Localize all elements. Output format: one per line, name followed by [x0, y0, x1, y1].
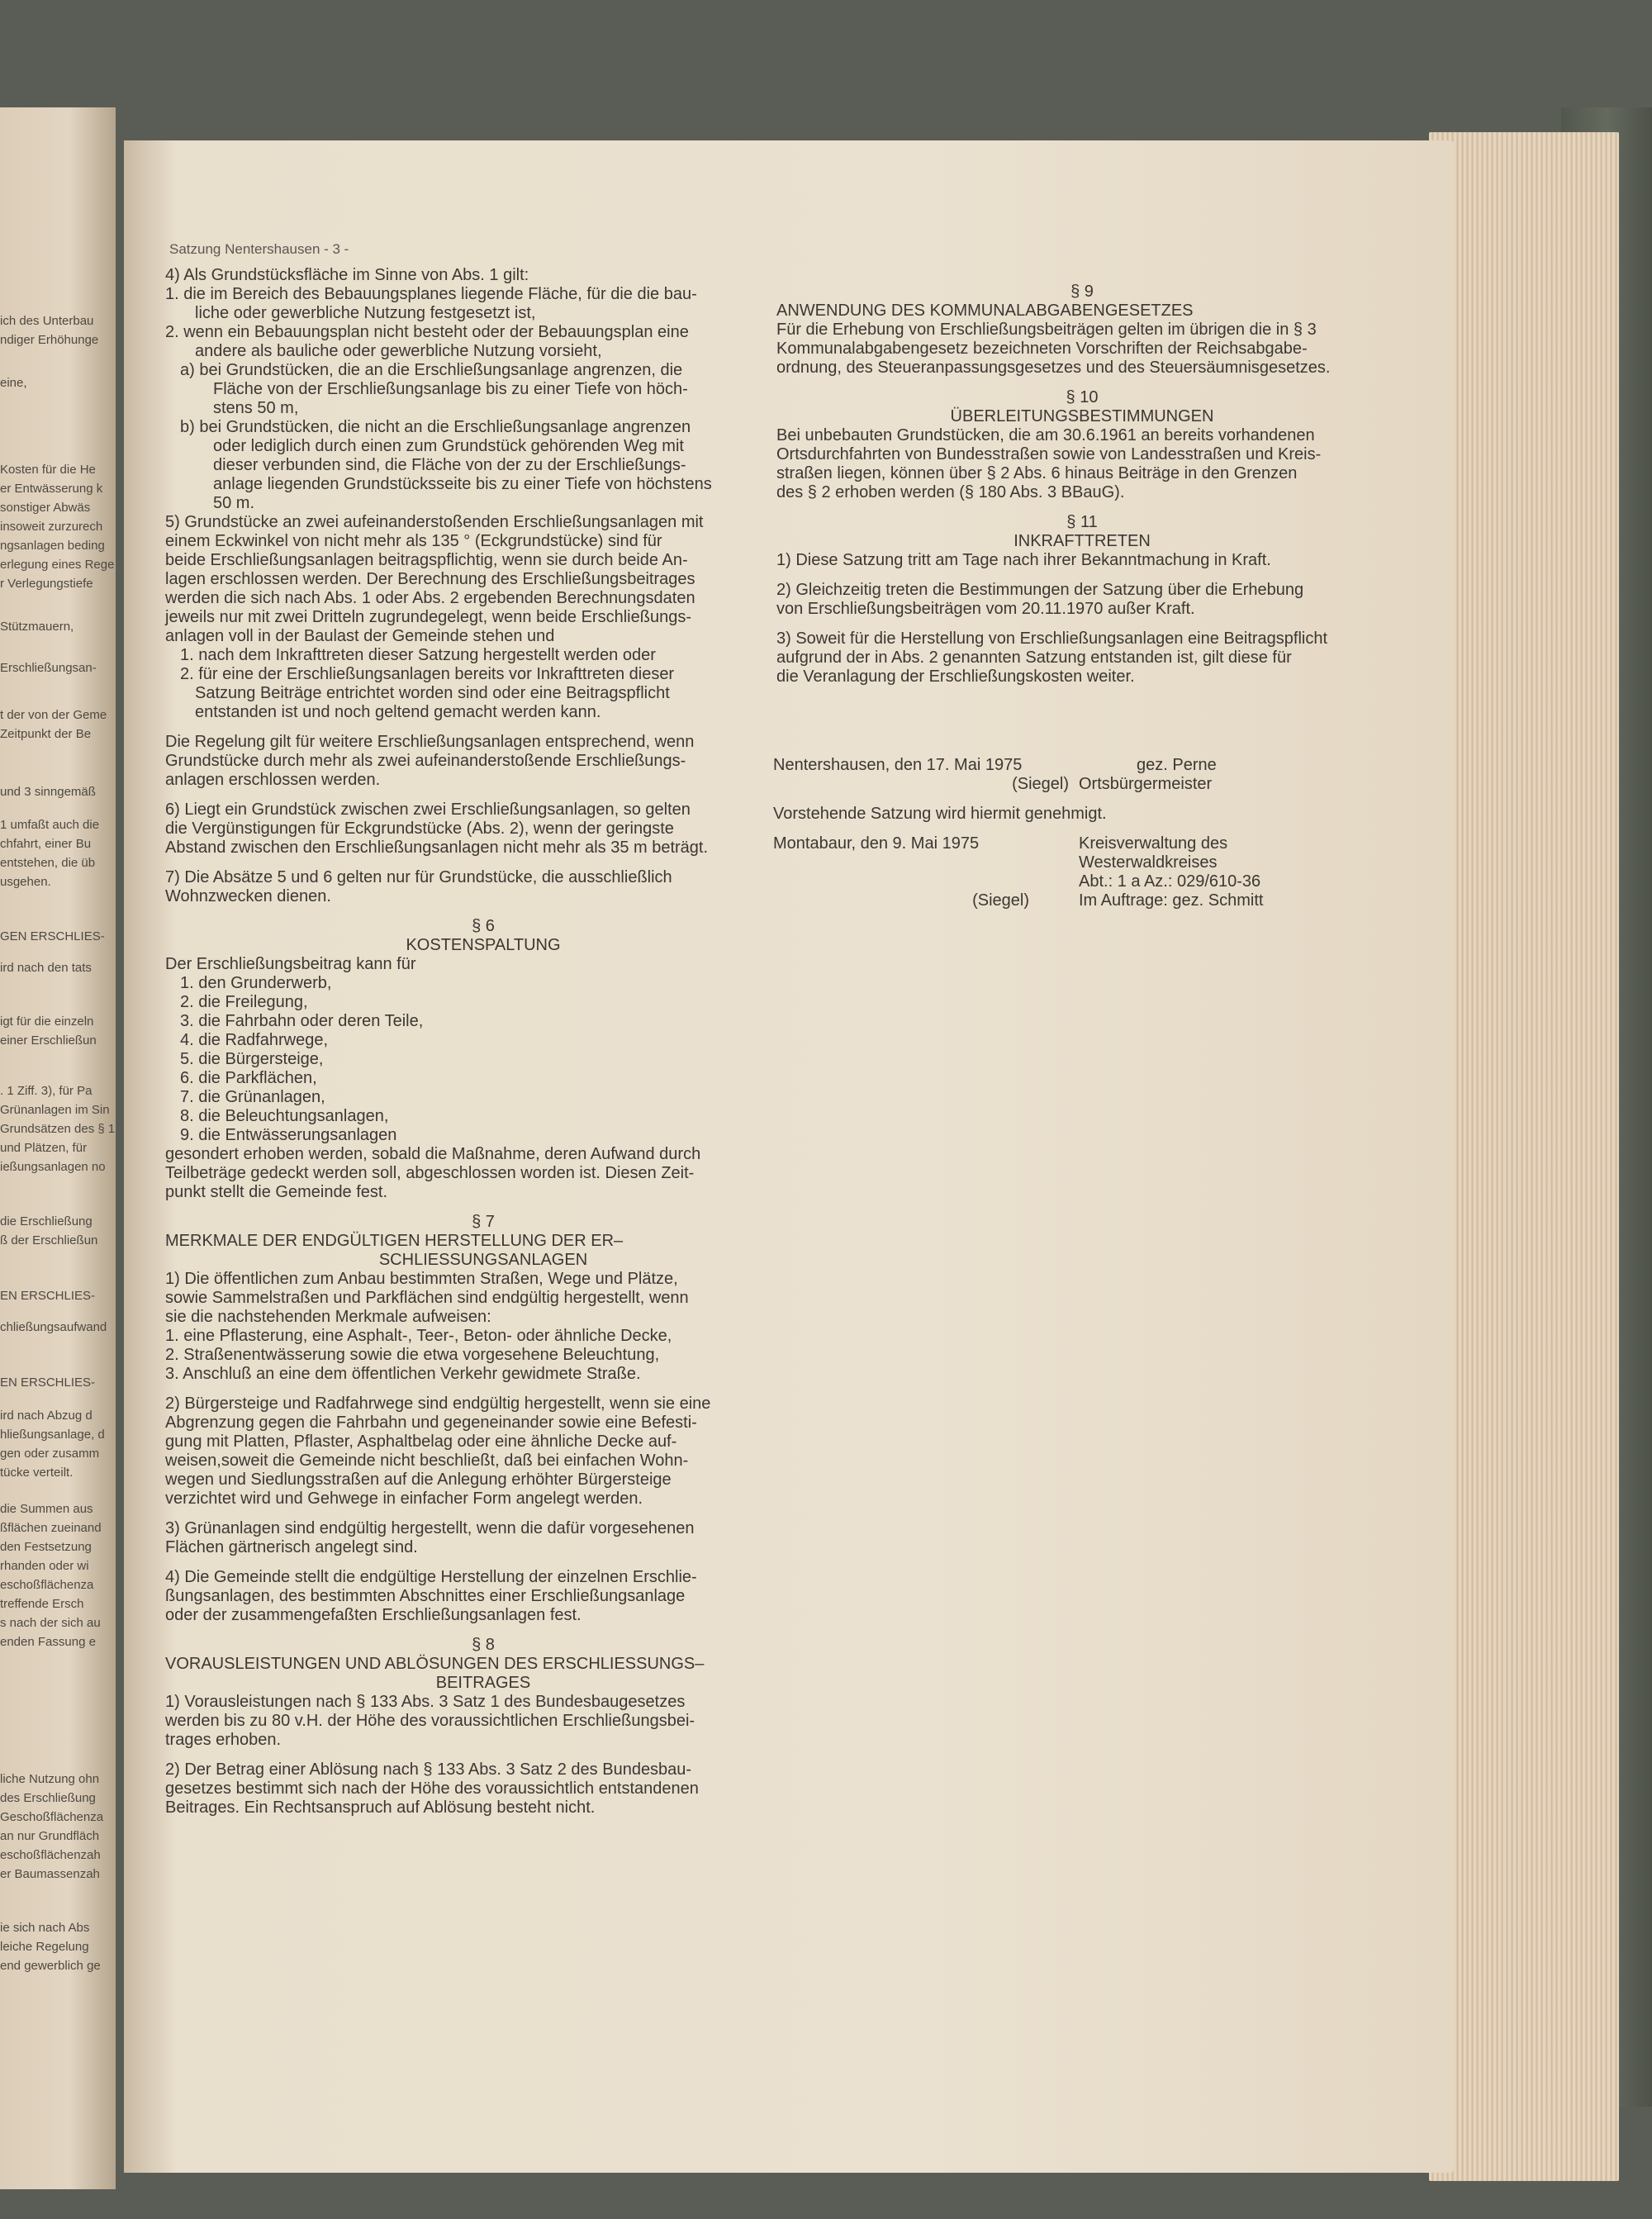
- right-column-line: 1) Diese Satzung tritt am Tage nach ihrer Bekanntmachung in Kraft.: [776, 551, 1271, 569]
- facing-page-line: Grundsätzen des § 1: [0, 1122, 116, 1136]
- right-column-spacer: [776, 502, 1388, 513]
- right-column: [776, 283, 1388, 687]
- right-column-line: ÜBERLEITUNGSBESTIMMUNGEN: [950, 407, 1214, 425]
- left-column-line: 1. die im Bereich des Bebauungsplanes liegende Fläche, für die die bau-: [165, 285, 697, 303]
- facing-page-line: den Festsetzung: [0, 1540, 92, 1554]
- left-column-line: oder der zusammengefaßten Erschließungsanlagen fest.: [165, 1606, 582, 1624]
- left-column-line: 1. nach dem Inkrafttreten dieser Satzung hergestellt werden oder: [180, 646, 656, 664]
- left-column-line: VORAUSLEISTUNGEN UND ABLÖSUNGEN DES ERSCHLIESSUNGS–: [165, 1655, 705, 1673]
- facing-page-line: GEN ERSCHLIES-: [0, 929, 105, 943]
- facing-page-line: usgehen.: [0, 875, 51, 889]
- facing-page-line: Zeitpunkt der Be: [0, 727, 92, 741]
- left-column-line: § 6: [472, 917, 495, 935]
- left-column-line: anlagen erschlossen werden.: [165, 771, 381, 789]
- right-column-spacer: [776, 570, 1388, 581]
- right-column-line: § 9: [1070, 283, 1094, 301]
- signer-perne: gez. Perne: [1137, 756, 1217, 774]
- left-column-line: Teilbeträge gedeckt werden soll, abgeschlossen worden ist. Diesen Zeit-: [165, 1164, 695, 1182]
- right-column-line: 3) Soweit für die Herstellung von Erschließungsanlagen eine Beitragspflicht: [776, 630, 1328, 648]
- right-column-line: ANWENDUNG DES KOMMUNALABGABENGESETZES: [776, 302, 1194, 320]
- left-column-line: trages erhoben.: [165, 1731, 282, 1749]
- left-column-spacer: [165, 790, 801, 801]
- left-column-line: Beitrages. Ein Rechtsanspruch auf Ablösung besteht nicht.: [165, 1798, 596, 1817]
- left-column-line: Die Regelung gilt für weitere Erschließungsanlagen entsprechend, wenn: [165, 733, 695, 751]
- left-column-line: 7. die Grünanlagen,: [180, 1088, 325, 1106]
- facing-page-line: und Plätzen, für: [0, 1141, 88, 1155]
- left-column-line: MERKMALE DER ENDGÜLTIGEN HERSTELLUNG DER ER–: [165, 1232, 624, 1250]
- facing-page-line: ßflächen zueinand: [0, 1521, 102, 1535]
- facing-page-line: EN ERSCHLIES-: [0, 1376, 96, 1390]
- facing-page-line: gen oder zusamm: [0, 1447, 100, 1461]
- facing-page-line: und 3 sinngemäß: [0, 785, 96, 799]
- facing-page-line: . 1 Ziff. 3), für Pa: [0, 1084, 93, 1098]
- left-column-line: 4) Als Grundstücksfläche im Sinne von Abs. 1 gilt:: [165, 266, 529, 284]
- left-column-line: Grundstücke durch mehr als zwei aufeinanderstoßende Erschließungs-: [165, 752, 686, 770]
- right-column-line: § 10: [1066, 388, 1099, 406]
- left-column-line: 2) Der Betrag einer Ablösung nach § 133 Abs. 3 Satz 2 des Bundesbau-: [165, 1760, 692, 1779]
- left-column-line: 1) Vorausleistungen nach § 133 Abs. 3 Satz 1 des Bundesbaugesetzes: [165, 1693, 686, 1711]
- left-column-line: Satzung Beiträge entrichtet worden sind oder eine Beitragspflicht: [195, 684, 670, 702]
- left-column-line: 6) Liegt ein Grundstück zwischen zwei Erschließungsanlagen, so gelten: [165, 801, 691, 819]
- facing-page-line: Grünanlagen im Sin: [0, 1103, 110, 1117]
- left-column-line: a) bei Grundstücken, die an die Erschließungsanlage angrenzen, die: [180, 361, 683, 379]
- right-column-line: Kommunalabgabengesetz bezeichneten Vorschriften der Reichsabgabe-: [776, 340, 1308, 358]
- facing-page-line: eine,: [0, 376, 27, 390]
- facing-page-line: insoweit zurzurech: [0, 520, 103, 534]
- left-column-line: 5) Grundstücke an zwei aufeinanderstoßenden Erschließungsanlagen mit: [165, 513, 704, 531]
- facing-page-line: eschoßflächenza: [0, 1578, 94, 1592]
- left-column-line: Abgrenzung gegen die Fahrbahn und gegeneinander sowie eine Befesti-: [165, 1414, 697, 1432]
- facing-page-line: ird nach Abzug d: [0, 1409, 93, 1423]
- left-facing-page: [0, 107, 116, 2189]
- left-column-line: 2) Bürgersteige und Radfahrwege sind endgültig hergestellt, wenn sie eine: [165, 1395, 711, 1413]
- left-column-spacer: [165, 722, 801, 733]
- page-header: Satzung Nentershausen - 3 -: [169, 241, 349, 257]
- facing-page-line: enden Fassung e: [0, 1635, 96, 1649]
- left-column-line: § 7: [472, 1213, 495, 1231]
- left-column-line: anlage liegenden Grundstücksseite bis zu einer Tiefe von höchstens: [213, 475, 712, 493]
- document-page: [124, 140, 1454, 2173]
- facing-page-line: ngsanlagen beding: [0, 539, 105, 553]
- left-column-line: Fläche von der Erschließungsanlage bis zu einer Tiefe von höch-: [213, 380, 688, 398]
- right-column-line: Für die Erhebung von Erschließungsbeiträgen gelten im übrigen die in § 3: [776, 321, 1317, 339]
- left-column-line: wegen und Siedlungsstraßen auf die Anlegung erhöhter Bürgersteige: [165, 1471, 672, 1489]
- facing-page-line: ießungsanlagen no: [0, 1160, 106, 1174]
- facing-page-line: Geschoßflächenza: [0, 1810, 104, 1824]
- facing-page-line: treffende Ersch: [0, 1597, 84, 1611]
- facing-page-line: end gewerblich ge: [0, 1959, 101, 1973]
- facing-page-line: leiche Regelung: [0, 1940, 89, 1954]
- seal-2: (Siegel): [972, 891, 1029, 910]
- signer-schmitt: Im Auftrage: gez. Schmitt: [1079, 891, 1264, 910]
- left-column-line: BEITRAGES: [435, 1674, 531, 1692]
- right-column-line: 2) Gleichzeitig treten die Bestimmungen der Satzung über die Erhebung: [776, 581, 1304, 599]
- left-column-line: sowie Sammelstraßen und Parkflächen sind endgültig hergestellt, wenn: [165, 1289, 689, 1307]
- right-column-line: des § 2 erhoben werden (§ 180 Abs. 3 BBauG).: [776, 483, 1125, 501]
- left-column-line: werden bis zu 80 v.H. der Höhe des voraussichtlichen Erschließungsbei-: [165, 1712, 695, 1730]
- right-column-line: INKRAFTTRETEN: [1014, 532, 1151, 550]
- left-column-line: 9. die Entwässerungsanlagen: [180, 1126, 397, 1144]
- left-column-line: 1. eine Pflasterung, eine Asphalt-, Teer-, Beton- oder ähnliche Decke,: [165, 1327, 672, 1345]
- left-column-line: gesondert erhoben werden, sobald die Maßnahme, deren Aufwand durch: [165, 1145, 701, 1163]
- left-column-line: oder lediglich durch einen zum Grundstück gehörenden Weg mit: [213, 437, 684, 455]
- left-column-spacer: [165, 1384, 801, 1395]
- left-column-line: 7) Die Absätze 5 und 6 gelten nur für Grundstücke, die ausschließlich: [165, 868, 672, 886]
- place-date-nentershausen: Nentershausen, den 17. Mai 1975: [773, 756, 1023, 774]
- facing-page-line: s nach der sich au: [0, 1616, 101, 1630]
- right-column-line: die Veranlagung der Erschließungskosten weiter.: [776, 668, 1135, 686]
- right-column-line: von Erschließungsbeiträgen vom 20.11.1970 außer Kraft.: [776, 600, 1195, 618]
- left-column-line: KOSTENSPALTUNG: [406, 936, 561, 954]
- facing-page-line: erlegung eines Rege: [0, 558, 115, 572]
- right-column-line: Bei unbebauten Grundstücken, die am 30.6.1961 an bereits vorhandenen: [776, 426, 1315, 444]
- left-column-spacer: [165, 1557, 801, 1568]
- facing-page-line: r Verlegungstiefe: [0, 577, 93, 591]
- right-column-spacer: [776, 619, 1388, 630]
- facing-page-line: ich des Unterbau: [0, 314, 94, 328]
- facing-page-line: die Erschließung: [0, 1214, 93, 1228]
- approval-statement: Vorstehende Satzung wird hiermit genehmigt.: [773, 805, 1107, 823]
- left-column-line: andere als bauliche oder gewerbliche Nutzung vorsieht,: [195, 342, 602, 360]
- left-column-line: 2. wenn ein Bebauungsplan nicht besteht oder der Bebauungsplan eine: [165, 323, 689, 341]
- left-column-line: 50 m.: [213, 494, 255, 512]
- signature-block: [773, 756, 1384, 910]
- left-column-line: SCHLIESSUNGSANLAGEN: [378, 1251, 588, 1269]
- right-column-line: ordnung, des Steueranpassungsgesetzes und des Steuersäumnisgesetzes.: [776, 359, 1331, 377]
- left-column-spacer: [165, 858, 801, 868]
- left-column-line: gung mit Platten, Pflaster, Asphaltbelag oder eine ähnliche Decke auf-: [165, 1433, 677, 1451]
- facing-page-line: sonstiger Abwäs: [0, 501, 91, 515]
- book-page-edges: [1429, 132, 1619, 2181]
- right-column-line: Ortsdurchfahrten von Bundesstraßen sowie von Landesstraßen und Kreis-: [776, 445, 1322, 463]
- left-column-line: einem Eckwinkel von nicht mehr als 135 ° (Eckgrundstücke) sind für: [165, 532, 662, 550]
- left-column-spacer: [165, 906, 801, 917]
- seal-1: (Siegel): [1012, 775, 1069, 793]
- left-column-line: 4. die Radfahrwege,: [180, 1031, 329, 1049]
- left-column-line: werden die sich nach Abs. 1 oder Abs. 2 ergebenden Berechnungsdaten: [165, 589, 695, 607]
- left-column-spacer: [165, 1509, 801, 1519]
- left-column-line: liche oder gewerbliche Nutzung festgesetzt ist,: [195, 304, 536, 322]
- facing-page-line: EN ERSCHLIES-: [0, 1289, 96, 1303]
- left-column-line: 3) Grünanlagen sind endgültig hergestellt, wenn die dafür vorgesehenen: [165, 1519, 695, 1537]
- facing-page-line: er Baumassenzah: [0, 1867, 100, 1881]
- left-column-line: stens 50 m,: [213, 399, 299, 417]
- title-ortsbuergermeister: Ortsbürgermeister: [1079, 775, 1213, 793]
- facing-page-line: ird nach den tats: [0, 961, 92, 975]
- reference-number: Abt.: 1 a Az.: 029/610-36: [1079, 872, 1261, 891]
- left-column-line: 2. die Freilegung,: [180, 993, 308, 1011]
- place-date-montabaur: Montabaur, den 9. Mai 1975: [773, 834, 980, 853]
- left-column-line: § 8: [472, 1636, 495, 1654]
- facing-page-line: liche Nutzung ohn: [0, 1772, 100, 1786]
- authority-line-2: Westerwaldkreises: [1079, 853, 1218, 872]
- left-column-line: 6. die Parkflächen,: [180, 1069, 317, 1087]
- left-column: [165, 266, 801, 1817]
- left-column-line: jeweils nur mit zwei Dritteln zugrundegelegt, wenn beide Erschließungs-: [165, 608, 691, 626]
- left-column-line: 8. die Beleuchtungsanlagen,: [180, 1107, 389, 1125]
- facing-page-line: er Entwässerung k: [0, 482, 103, 496]
- left-column-line: lagen erschlossen werden. Der Berechnung des Erschließungsbeitrages: [165, 570, 695, 588]
- left-column-line: 3. Anschluß an eine dem öffentlichen Verkehr gewidmete Straße.: [165, 1365, 641, 1383]
- authority-line-1: Kreisverwaltung des: [1079, 834, 1228, 853]
- left-column-spacer: [165, 1202, 801, 1213]
- facing-page-line: rhanden oder wi: [0, 1559, 89, 1573]
- left-column-line: b) bei Grundstücken, die nicht an die Erschließungsanlage angrenzen: [180, 418, 691, 436]
- left-column-line: 2. für eine der Erschließungsanlagen bereits vor Inkrafttreten dieser: [180, 665, 675, 683]
- facing-page-line: chließungsaufwand: [0, 1320, 107, 1334]
- left-column-line: punkt stellt die Gemeinde fest.: [165, 1183, 388, 1201]
- facing-page-line: Erschließungsan-: [0, 661, 97, 675]
- right-column-line: aufgrund der in Abs. 2 genannten Satzung entstanden ist, gilt diese für: [776, 649, 1292, 667]
- facing-page-line: hließungsanlage, d: [0, 1428, 105, 1442]
- facing-page-line: Kosten für die He: [0, 463, 96, 477]
- left-column-line: Der Erschließungsbeitrag kann für: [165, 955, 416, 973]
- facing-page-line: ie sich nach Abs: [0, 1921, 90, 1935]
- left-column-spacer: [165, 1750, 801, 1760]
- left-column-line: verzichtet wird und Gehwege in einfacher Form angelegt werden.: [165, 1490, 643, 1508]
- left-column-line: 2. Straßenentwässerung sowie die etwa vorgesehene Beleuchtung,: [165, 1346, 660, 1364]
- left-column-line: Flächen gärtnerisch angelegt sind.: [165, 1538, 418, 1556]
- facing-page-line: 1 umfaßt auch die: [0, 818, 100, 832]
- left-column-line: Wohnzwecken dienen.: [165, 887, 331, 905]
- facing-page-line: die Summen aus: [0, 1502, 93, 1516]
- left-column-line: 3. die Fahrbahn oder deren Teile,: [180, 1012, 424, 1030]
- left-column-spacer: [165, 1625, 801, 1636]
- facing-page-line: ß der Erschließun: [0, 1233, 98, 1247]
- left-column-line: 5. die Bürgersteige,: [180, 1050, 324, 1068]
- left-column-line: entstanden ist und noch geltend gemacht werden kann.: [195, 703, 601, 721]
- left-column-line: 4) Die Gemeinde stellt die endgültige Herstellung der einzelnen Erschlie-: [165, 1568, 697, 1586]
- right-column-line: straßen liegen, können über § 2 Abs. 6 hinaus Beiträge in den Grenzen: [776, 464, 1298, 482]
- left-column-line: dieser verbunden sind, die Fläche von der zu der Erschließungs-: [213, 456, 686, 474]
- left-column-line: gesetzes bestimmt sich nach der Höhe des voraussichtlich entstandenen: [165, 1779, 699, 1798]
- facing-page-line: einer Erschließun: [0, 1033, 97, 1048]
- facing-page-line: igt für die einzeln: [0, 1014, 94, 1029]
- left-column-line: die Vergünstigungen für Eckgrundstücke (Abs. 2), wenn der geringste: [165, 820, 674, 838]
- facing-page-line: eschoßflächenzah: [0, 1848, 101, 1862]
- left-column-line: weisen,soweit die Gemeinde nicht beschließt, daß bei einfachen Wohn-: [165, 1452, 689, 1470]
- left-column-line: Abstand zwischen den Erschließungsanlagen nicht mehr als 35 m beträgt.: [165, 839, 709, 857]
- left-column-line: beide Erschließungsanlagen beitragspflichtig, wenn sie durch beide An-: [165, 551, 688, 569]
- facing-page-line: Stützmauern,: [0, 620, 74, 634]
- facing-page-line: t der von der Geme: [0, 708, 107, 722]
- left-column-line: 1) Die öffentlichen zum Anbau bestimmten Straßen, Wege und Plätze,: [165, 1270, 678, 1288]
- left-column-line: sie die nachstehenden Merkmale aufweisen:: [165, 1308, 491, 1326]
- facing-page-line: des Erschließung: [0, 1791, 96, 1805]
- left-column-line: ßungsanlagen, des bestimmten Abschnittes einer Erschließungsanlage: [165, 1587, 686, 1605]
- facing-page-line: entstehen, die üb: [0, 856, 96, 870]
- right-column-spacer: [776, 378, 1388, 388]
- facing-page-line: tücke verteilt.: [0, 1466, 74, 1480]
- facing-page-line: an nur Grundfläch: [0, 1829, 100, 1843]
- right-column-line: § 11: [1066, 513, 1098, 531]
- left-column-line: anlagen voll in der Baulast der Gemeinde stehen und: [165, 627, 555, 645]
- facing-page-line: ndiger Erhöhunge: [0, 333, 99, 347]
- left-column-line: 1. den Grunderwerb,: [180, 974, 332, 992]
- facing-page-line: chfahrt, einer Bu: [0, 837, 92, 851]
